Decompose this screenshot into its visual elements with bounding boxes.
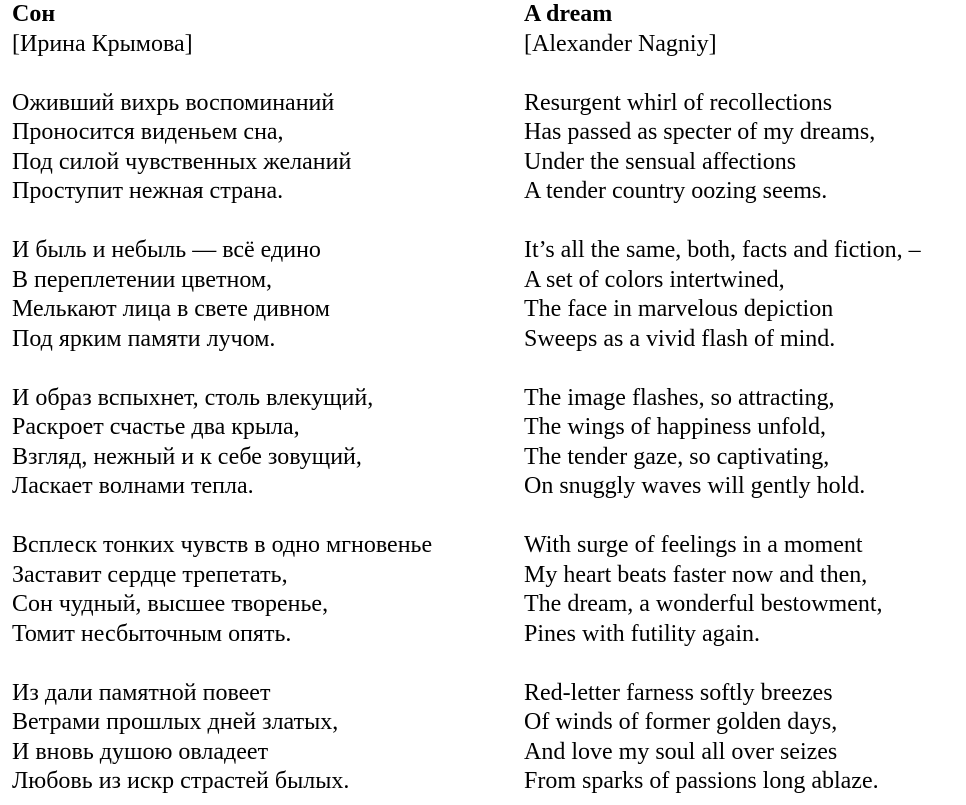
poem-line: Взгляд, нежный и к себе зовущий, xyxy=(12,443,362,470)
poem-line: И образ вспыхнет, столь влекущий, xyxy=(12,384,374,411)
english-stanza xyxy=(524,236,964,354)
poem-line: Проносится виденьем сна, xyxy=(12,119,284,145)
russian-author: [Ирина Крымова] xyxy=(12,30,193,57)
russian-stanzas xyxy=(12,89,512,797)
poem-line: Раскроет счастье два крыла, xyxy=(12,414,300,440)
english-stanzas xyxy=(524,89,964,797)
poem-line: The face in marvelous depiction xyxy=(524,296,834,322)
poem-line: Любовь из искр страстей былых. xyxy=(12,768,350,794)
poem-line: Всплеск тонких чувств в одно мгновенье xyxy=(12,532,433,558)
russian-poem-column xyxy=(12,0,512,797)
spacer xyxy=(524,59,964,89)
poem-line: Под силой чувственных желаний xyxy=(12,148,352,175)
poem-line: The tender gaze, so captivating, xyxy=(524,443,830,470)
poem-line: В переплетении цветном, xyxy=(12,266,273,293)
poem-line: Оживший вихрь воспоминаний xyxy=(12,89,335,116)
poem-line: Под ярким памяти лучом. xyxy=(12,325,276,352)
poem-line: Из дали памятной повеет xyxy=(12,679,271,706)
russian-stanza xyxy=(12,384,512,502)
english-title: A dream xyxy=(524,1,613,27)
english-poem-column xyxy=(524,0,964,797)
english-stanza xyxy=(524,679,964,797)
poem-line: It’s all the same, both, facts and fiction, – xyxy=(524,237,921,263)
english-author: [Alexander Nagniy] xyxy=(524,30,717,57)
poem-line: The wings of happiness unfold, xyxy=(524,414,826,440)
poem-line: Of winds of former golden days, xyxy=(524,709,838,735)
poem-line: Has passed as specter of my dreams, xyxy=(524,119,876,145)
poem-line: A set of colors intertwined, xyxy=(524,266,785,293)
poem-line: Red-letter farness softly breezes xyxy=(524,679,833,706)
russian-stanza xyxy=(12,531,512,649)
poem-line: The dream, a wonderful bestowment, xyxy=(524,591,883,617)
russian-title: Сон xyxy=(12,1,56,27)
poem-line: On snuggly waves will gently hold. xyxy=(524,473,866,499)
poem-line: И быль и небыль — всё едино xyxy=(12,237,321,263)
poem-line: Resurgent whirl of recollections xyxy=(524,89,833,116)
poem-line: Томит несбыточным опять. xyxy=(12,620,292,647)
poem-line: And love my soul all over seizes xyxy=(524,738,838,765)
poem-line: With surge of feelings in a moment xyxy=(524,532,863,558)
poem-line: My heart beats faster now and then, xyxy=(524,561,868,588)
poem-line: Under the sensual affections xyxy=(524,148,797,175)
poem-line: Ласкает волнами тепла. xyxy=(12,473,254,499)
russian-stanza xyxy=(12,89,512,207)
poem-line: Pines with futility again. xyxy=(524,620,760,647)
poem-line: Sweeps as a vivid flash of mind. xyxy=(524,325,836,352)
poem-line: Мелькают лица в свете дивном xyxy=(12,296,330,322)
poem-line: Ветрами прошлых дней златых, xyxy=(12,709,339,735)
russian-stanza xyxy=(12,679,512,797)
poem-line: From sparks of passions long ablaze. xyxy=(524,768,879,794)
poem-line: И вновь душою овладеет xyxy=(12,738,269,765)
english-stanza xyxy=(524,384,964,502)
poem-line: Сон чудный, высшее творенье, xyxy=(12,591,329,617)
poem-line: Заставит сердце трепетать, xyxy=(12,561,288,588)
poem-line: Проступит нежная страна. xyxy=(12,178,284,204)
russian-stanza xyxy=(12,236,512,354)
poem-line: The image flashes, so attracting, xyxy=(524,384,835,411)
poem-line: A tender country oozing seems. xyxy=(524,178,828,204)
english-stanza xyxy=(524,89,964,207)
english-stanza xyxy=(524,531,964,649)
spacer xyxy=(12,59,512,89)
